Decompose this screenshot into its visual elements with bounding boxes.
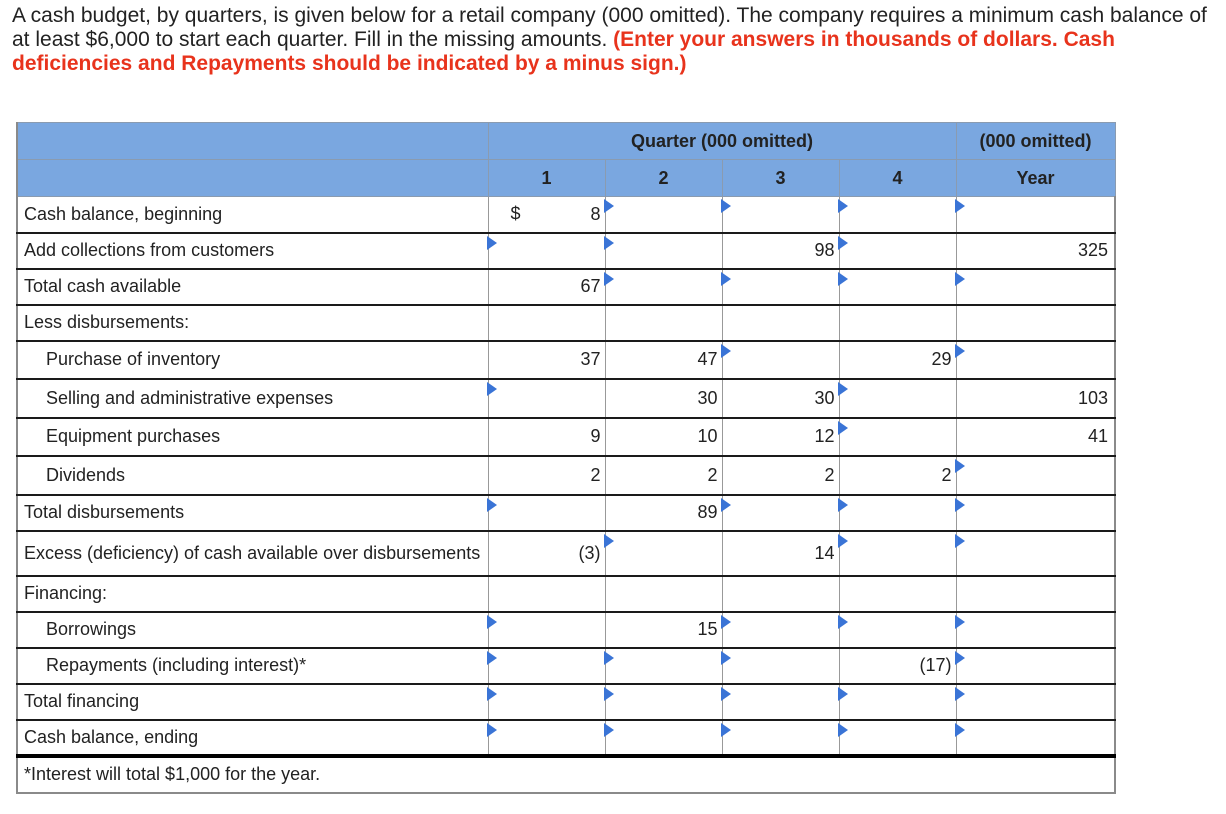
input-marker-icon — [838, 498, 848, 512]
input-marker-icon — [838, 687, 848, 701]
input-marker-icon — [838, 615, 848, 629]
row-label: Cash balance, beginning — [17, 197, 488, 233]
input-marker-icon — [487, 615, 497, 629]
cell-value: 29 — [931, 349, 952, 370]
cell-year[interactable] — [956, 531, 1115, 576]
input-marker-icon — [955, 199, 965, 213]
input-marker-icon — [838, 421, 848, 435]
row-repayments — [17, 648, 1115, 684]
header-blank — [17, 123, 488, 160]
row-purchase-of-inventory — [17, 341, 1115, 380]
cell-year[interactable] — [956, 648, 1115, 684]
input-marker-icon — [838, 199, 848, 213]
cell-q4 — [839, 341, 956, 380]
row-label: Total financing — [17, 684, 488, 720]
input-marker-icon — [721, 687, 731, 701]
cell-q2[interactable] — [605, 648, 722, 684]
input-marker-icon — [955, 459, 965, 473]
cell-value: 9 — [590, 426, 601, 447]
input-marker-icon — [487, 382, 497, 396]
cell-q4[interactable] — [839, 269, 956, 305]
cell-q1[interactable] — [488, 648, 605, 684]
cell-q3 — [722, 531, 839, 576]
row-cash-balance-beginning — [17, 197, 1115, 233]
cell-q3 — [722, 456, 839, 495]
cell-value: 2 — [941, 464, 952, 485]
cell-q2[interactable] — [605, 233, 722, 269]
input-marker-icon — [838, 382, 848, 396]
cell-q1 — [488, 418, 605, 457]
header-row-groups — [17, 123, 1115, 160]
row-borrowings — [17, 612, 1115, 648]
cell-q1 — [488, 576, 605, 612]
instructions — [12, 4, 1222, 76]
cell-value: 2 — [824, 464, 835, 485]
cell-q1 — [488, 269, 605, 305]
cell-q1 — [488, 456, 605, 495]
input-marker-icon — [604, 199, 614, 213]
cell-value: 2 — [590, 464, 601, 485]
cell-q4 — [839, 648, 956, 684]
cell-q4 — [839, 576, 956, 612]
cell-q2 — [605, 418, 722, 457]
dollar-sign: $ — [510, 203, 521, 224]
input-marker-icon — [604, 723, 614, 737]
cell-q1 — [488, 531, 605, 576]
row-less-disbursements — [17, 305, 1115, 341]
cell-year[interactable] — [956, 456, 1115, 495]
cell-q2 — [605, 612, 722, 648]
cell-q1[interactable] — [488, 495, 605, 531]
cell-value: 14 — [814, 542, 835, 563]
cell-year[interactable] — [956, 612, 1115, 648]
cell-q1[interactable] — [488, 684, 605, 720]
input-marker-icon — [955, 723, 965, 737]
cell-q2[interactable] — [605, 684, 722, 720]
input-marker-icon — [721, 615, 731, 629]
cell-year[interactable] — [956, 684, 1115, 720]
cell-value: 30 — [697, 387, 718, 408]
cell-q3[interactable] — [722, 648, 839, 684]
input-marker-icon — [604, 272, 614, 286]
cell-value: 67 — [580, 276, 601, 296]
row-label: Selling and administrative expenses — [17, 379, 488, 418]
cell-q2 — [605, 495, 722, 531]
cell-year — [956, 379, 1115, 418]
row-label: Excess (deficiency) of cash available over disbursements — [17, 531, 488, 576]
cell-value: 325 — [1078, 240, 1109, 260]
cell-q4 — [839, 456, 956, 495]
row-dividends — [17, 456, 1115, 495]
cell-value: 2 — [707, 464, 718, 485]
cell-year[interactable] — [956, 197, 1115, 233]
cell-q1[interactable] — [488, 379, 605, 418]
header-q1: 1 — [488, 160, 605, 197]
cell-q3[interactable] — [722, 720, 839, 756]
row-label: Total disbursements — [17, 495, 488, 531]
row-label: Cash balance, ending — [17, 720, 488, 756]
cell-q4[interactable] — [839, 418, 956, 457]
cell-value: (17) — [919, 655, 952, 675]
input-marker-icon — [721, 199, 731, 213]
instructions-emphasis: (Enter your answers in thousands of dollars. Cash deficiencies and Repayments should be indicated by a minus sign.) — [12, 28, 1115, 75]
cell-q3[interactable] — [722, 612, 839, 648]
cell-q1[interactable] — [488, 233, 605, 269]
row-financing — [17, 576, 1115, 612]
input-marker-icon — [955, 651, 965, 665]
row-cash-balance-ending — [17, 720, 1115, 756]
cell-q3 — [722, 233, 839, 269]
cell-q4[interactable] — [839, 233, 956, 269]
cell-value: 37 — [580, 349, 601, 370]
cell-year — [956, 233, 1115, 269]
cell-value: 8 — [590, 203, 601, 224]
header-q2: 2 — [605, 160, 722, 197]
input-marker-icon — [487, 723, 497, 737]
cell-year — [956, 305, 1115, 341]
cell-q4[interactable] — [839, 531, 956, 576]
row-total-financing — [17, 684, 1115, 720]
cell-q2[interactable] — [605, 269, 722, 305]
cell-year[interactable] — [956, 720, 1115, 756]
row-label: Less disbursements: — [17, 305, 488, 341]
year-group-header: (000 omitted) — [956, 123, 1115, 160]
cell-q2 — [605, 456, 722, 495]
cell-q1 — [488, 305, 605, 341]
cell-q4[interactable] — [839, 197, 956, 233]
input-marker-icon — [487, 498, 497, 512]
row-total-cash-available — [17, 269, 1115, 305]
cell-q4[interactable] — [839, 612, 956, 648]
row-label: Financing: — [17, 576, 488, 612]
header-q4: 4 — [839, 160, 956, 197]
cell-q4[interactable] — [839, 495, 956, 531]
cell-q4[interactable] — [839, 684, 956, 720]
row-footnote — [17, 756, 1115, 793]
input-marker-icon — [955, 687, 965, 701]
row-selling-admin-expenses — [17, 379, 1115, 418]
cell-year — [956, 576, 1115, 612]
cell-year[interactable] — [956, 495, 1115, 531]
row-label: Repayments (including interest)* — [17, 648, 488, 684]
cell-value: 10 — [697, 426, 718, 447]
cell-year[interactable] — [956, 269, 1115, 305]
cell-q2[interactable] — [605, 531, 722, 576]
cell-q3[interactable] — [722, 341, 839, 380]
cell-year — [956, 418, 1115, 457]
cell-value: 47 — [697, 349, 718, 370]
quarter-group-header: Quarter (000 omitted) — [488, 123, 956, 160]
input-marker-icon — [721, 344, 731, 358]
cell-q3 — [722, 305, 839, 341]
row-label: Borrowings — [17, 612, 488, 648]
input-marker-icon — [604, 236, 614, 250]
cell-value: 12 — [814, 426, 835, 447]
input-marker-icon — [487, 687, 497, 701]
cash-budget-table — [16, 122, 1116, 794]
input-marker-icon — [721, 498, 731, 512]
cell-value: 30 — [814, 387, 835, 408]
row-label: Purchase of inventory — [17, 341, 488, 380]
cell-q2 — [605, 341, 722, 380]
input-marker-icon — [721, 272, 731, 286]
row-collections — [17, 233, 1115, 269]
input-marker-icon — [721, 723, 731, 737]
cell-q3 — [722, 418, 839, 457]
cell-q3[interactable] — [722, 495, 839, 531]
cell-q2 — [605, 576, 722, 612]
header-row-columns — [17, 160, 1115, 197]
cell-q3[interactable] — [722, 269, 839, 305]
input-marker-icon — [955, 534, 965, 548]
header-q3: 3 — [722, 160, 839, 197]
row-label: Total cash available — [17, 269, 488, 305]
cell-q3[interactable] — [722, 684, 839, 720]
row-label: Dividends — [17, 456, 488, 495]
header-blank — [17, 160, 488, 197]
row-total-disbursements — [17, 495, 1115, 531]
cell-year[interactable] — [956, 341, 1115, 380]
input-marker-icon — [487, 651, 497, 665]
cell-value: 103 — [1078, 387, 1109, 408]
cell-q2[interactable] — [605, 197, 722, 233]
input-marker-icon — [955, 498, 965, 512]
input-marker-icon — [955, 272, 965, 286]
input-marker-icon — [604, 687, 614, 701]
input-marker-icon — [604, 651, 614, 665]
cell-value: 89 — [697, 502, 718, 522]
cell-q4[interactable] — [839, 379, 956, 418]
cell-q3 — [722, 379, 839, 418]
cell-q4 — [839, 305, 956, 341]
input-marker-icon — [721, 651, 731, 665]
row-label: Equipment purchases — [17, 418, 488, 457]
input-marker-icon — [955, 615, 965, 629]
cell-q3[interactable] — [722, 197, 839, 233]
cell-q1 — [488, 341, 605, 380]
cell-q2[interactable] — [605, 720, 722, 756]
input-marker-icon — [838, 723, 848, 737]
cell-q1[interactable] — [488, 612, 605, 648]
row-excess-deficiency — [17, 531, 1115, 576]
cell-value: 15 — [697, 619, 718, 639]
cell-q1[interactable] — [488, 720, 605, 756]
cell-value: 41 — [1088, 426, 1109, 447]
footnote: *Interest will total $1,000 for the year. — [17, 756, 1115, 793]
input-marker-icon — [838, 272, 848, 286]
cell-q3 — [722, 576, 839, 612]
cell-q4[interactable] — [839, 720, 956, 756]
instructions-text: A cash budget, by quarters, is given below for a retail company (000 omitted). The company requires a minimum cash balance of at least $6,000 to start each quarter. Fill in the missing amounts. — [12, 4, 1207, 51]
cell-q2 — [605, 379, 722, 418]
input-marker-icon — [838, 534, 848, 548]
input-marker-icon — [838, 236, 848, 250]
cell-q2 — [605, 305, 722, 341]
row-label: Add collections from customers — [17, 233, 488, 269]
row-equipment-purchases — [17, 418, 1115, 457]
header-year: Year — [956, 160, 1115, 197]
cell-value: (3) — [578, 542, 601, 563]
cell-value: 98 — [814, 240, 835, 260]
input-marker-icon — [955, 344, 965, 358]
input-marker-icon — [604, 534, 614, 548]
input-marker-icon — [487, 236, 497, 250]
cell-q1 — [488, 197, 605, 233]
